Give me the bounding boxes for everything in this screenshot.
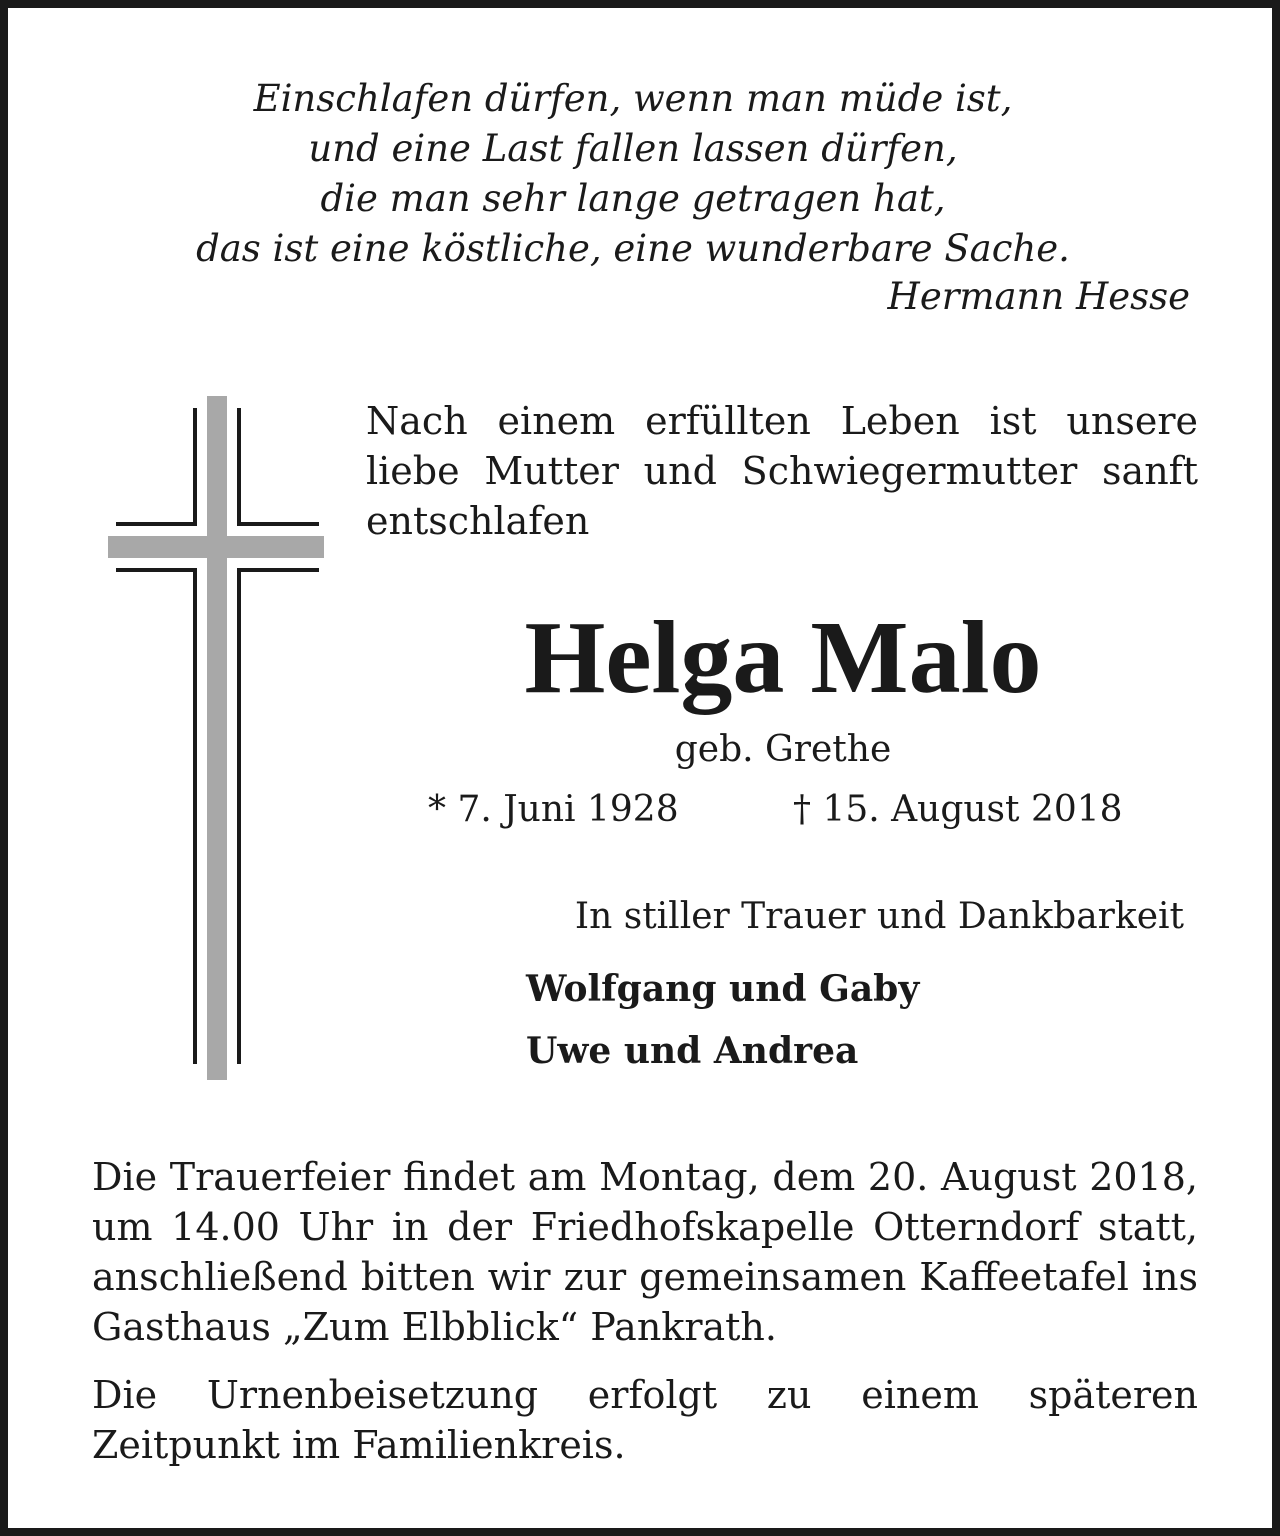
- burial-text: Die Urnenbeisetzung erfolgt zu einem späteren Zeitpunkt im Familienkreis.: [92, 1373, 1198, 1467]
- intro-text: Nach einem erfüllten Leben ist unsere liebe Mutter und Schwiegermutter sanft entschlafen: [366, 399, 1198, 543]
- funeral-service-text: Die Trauerfeier findet am Montag, dem 20. August 2018, um 14.00 Uhr in der Friedhofskapelle Otterndorf statt, anschließend bitten wir zur gemeinsamen Kaffeetafel ins Gasthaus „Zum Elbblick“ Pankrath.: [92, 1155, 1198, 1349]
- family-member: Wolfgang und Gaby: [526, 968, 920, 1010]
- poem-line: die man sehr lange getragen hat,: [320, 177, 946, 220]
- mourning-text: In stiller Trauer und Dankbarkeit: [574, 896, 1184, 937]
- deceased-name: Helga Malo: [524, 600, 1042, 715]
- death-date: † 15. August 2018: [793, 789, 1123, 830]
- poem-line: und eine Last fallen lassen dürfen,: [308, 127, 958, 170]
- family-member: Uwe und Andrea: [526, 1030, 859, 1072]
- birth-date: * 7. Juni 1928: [428, 789, 679, 830]
- poem: [68, 74, 1198, 274]
- born-name: geb. Grethe: [674, 729, 892, 770]
- cross-icon: [100, 388, 330, 1088]
- poem-line: das ist eine köstliche, eine wunderbare Sache.: [196, 227, 1070, 270]
- poem-author: Hermann Hesse: [887, 275, 1190, 318]
- poem-line: Einschlafen dürfen, wenn man müde ist,: [253, 77, 1013, 120]
